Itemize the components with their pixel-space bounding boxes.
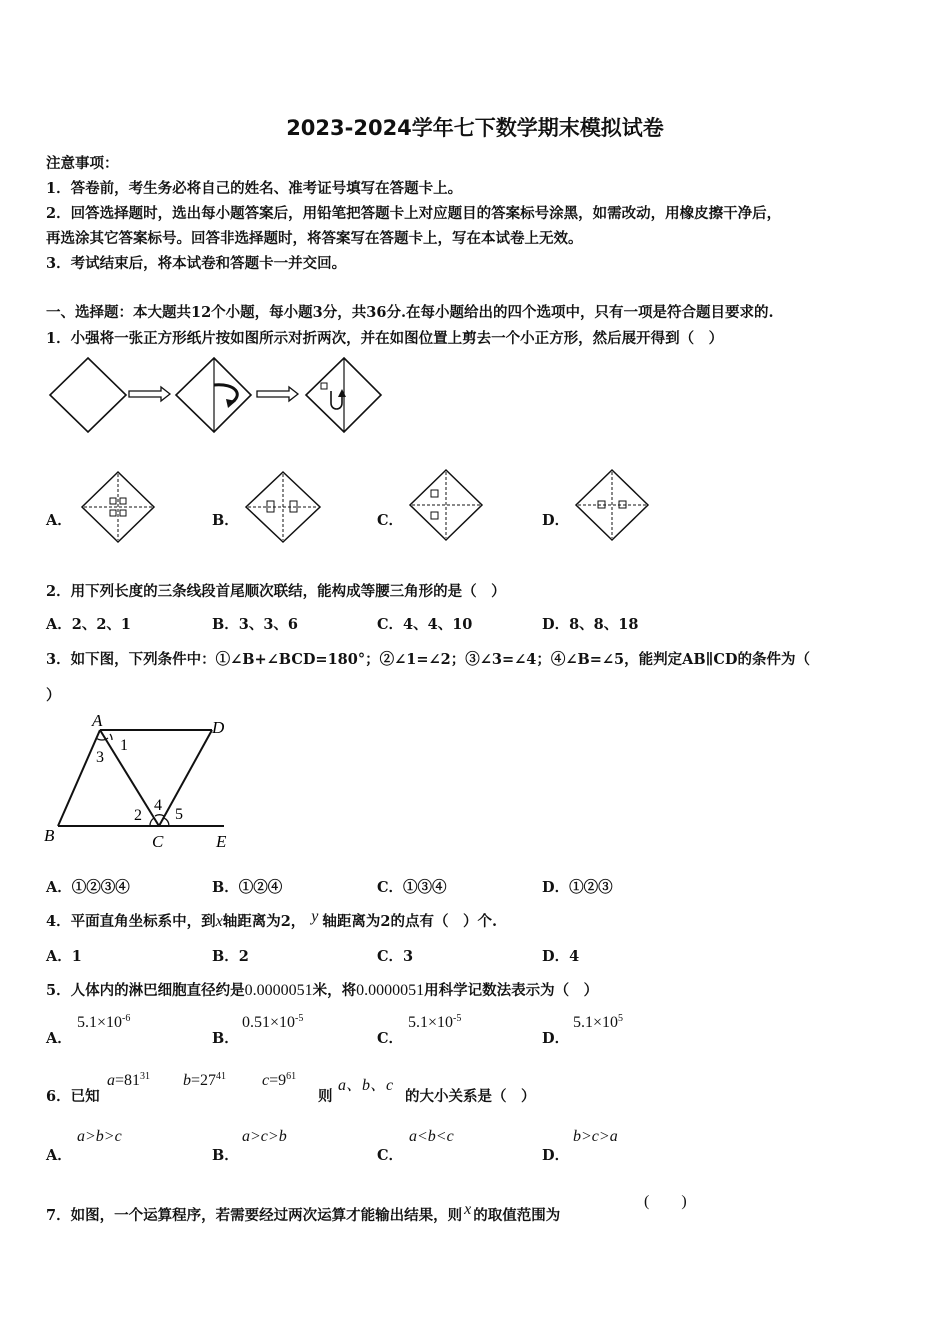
q5-option-b-label[interactable]: B． bbox=[212, 1030, 239, 1047]
label-point-c: C bbox=[152, 832, 164, 851]
label-angle-1: 1 bbox=[120, 737, 128, 754]
q5-option-d-expr[interactable]: $5.1\times 10^5$ bbox=[573, 1013, 624, 1031]
q3-option-c[interactable]: C．①③④ bbox=[377, 879, 447, 896]
label-point-d: D bbox=[212, 718, 225, 737]
q5-option-d-label[interactable]: D． bbox=[542, 1030, 570, 1047]
q1-folding-figure bbox=[46, 355, 386, 435]
q7-answer-paren: ( ) bbox=[644, 1193, 687, 1210]
q3-option-d[interactable]: D．①②③ bbox=[542, 879, 613, 896]
q2-stem: 2．用下列长度的三条线段首尾顺次联结，能构成等腰三角形的是（ ） bbox=[46, 583, 506, 600]
q6-stem-end: 的大小关系是（ ） bbox=[405, 1088, 536, 1105]
q1-option-c-label[interactable]: C． bbox=[377, 512, 404, 529]
q6-option-b-label[interactable]: B． bbox=[212, 1147, 239, 1164]
q6-then: 则 bbox=[318, 1088, 333, 1105]
q5-option-c-expr[interactable]: $5.1\times 10^{-5}$ bbox=[408, 1013, 462, 1031]
q1-stem: 1．小强将一张正方形纸片按如图所示对折两次，并在如图位置上剪去一个小正方形，然后展开得到（ ） bbox=[46, 330, 724, 347]
q5-option-a-label[interactable]: A． bbox=[46, 1030, 72, 1047]
q5-option-b-expr[interactable]: $0.51\times 10^{-5}$ bbox=[242, 1013, 304, 1031]
q1-option-d-figure[interactable] bbox=[574, 468, 650, 542]
q7-stem: 7．如图，一个运算程序，若需要经过两次运算才能输出结果，则 x 的取值范围为 bbox=[46, 1201, 561, 1224]
q5-stem: 5．人体内的淋巴细胞直径约是0.0000051米，将0.0000051用科学记数法表示为（ ） bbox=[46, 982, 599, 999]
q6-vars: a、b、c bbox=[338, 1077, 394, 1094]
label-angle-5: 5 bbox=[175, 806, 183, 823]
q5-option-c-label[interactable]: C． bbox=[377, 1030, 404, 1047]
label-point-a: A bbox=[92, 711, 103, 730]
label-point-b: B bbox=[44, 826, 55, 845]
label-point-e: E bbox=[216, 832, 227, 851]
page-title: 2023-2024学年七下数学期末模拟试卷 bbox=[286, 116, 664, 140]
fold-curl-arrow bbox=[214, 385, 237, 403]
q3-geometry-figure bbox=[40, 708, 240, 856]
notice-item-2b: 再选涂其它答案标号。回答非选择题时，将答案写在答题卡上，写在本试卷上无效。 bbox=[46, 230, 583, 247]
q6-option-a-label[interactable]: A． bbox=[46, 1147, 72, 1164]
section-heading: 一、选择题：本大题共12个小题，每小题3分，共36分.在每小题给出的四个选项中，只有一项是符合题目要求的. bbox=[46, 304, 774, 321]
fold-arrow-1 bbox=[129, 387, 170, 401]
q1-option-a-label[interactable]: A． bbox=[46, 512, 72, 529]
q6-a-def: $a=81^{31}$ bbox=[107, 1071, 151, 1089]
q1-option-a-figure[interactable] bbox=[80, 470, 156, 544]
q2-option-d[interactable]: D．8、8、18 bbox=[542, 616, 639, 633]
q6-option-c-expr[interactable]: a<b<c bbox=[409, 1128, 454, 1145]
q2-option-c[interactable]: C．4、4、10 bbox=[377, 616, 473, 633]
notice-heading: 注意事项： bbox=[46, 155, 119, 172]
q2-option-a[interactable]: A．2、2、1 bbox=[46, 616, 132, 633]
fold-arrow-2 bbox=[257, 387, 298, 401]
q4-stem: 4．平面直角坐标系中，到x轴距离为2， y 轴距离为2的点有（ ）个. bbox=[46, 908, 498, 930]
q4-option-d[interactable]: D．4 bbox=[542, 948, 580, 965]
q3-option-b[interactable]: B．①②④ bbox=[212, 879, 283, 896]
notice-item-1: 1．答卷前，考生务必将自己的姓名、准考证号填写在答题卡上。 bbox=[46, 180, 463, 197]
q3-option-a[interactable]: A．①②③④ bbox=[46, 879, 130, 896]
q3-stem: 3．如下图，下列条件中：①∠B+∠BCD=180°；②∠1=∠2；③∠3=∠4；④∠B=∠5，能判定AB∥CD的条件为（ bbox=[46, 651, 810, 668]
q6-option-d-label[interactable]: D． bbox=[542, 1147, 570, 1164]
q3-stem-end: ） bbox=[46, 687, 61, 704]
label-angle-2: 2 bbox=[134, 807, 142, 824]
notice-item-3: 3．考试结束后，将本试卷和答题卡一并交回。 bbox=[46, 255, 347, 272]
q1-option-d-label[interactable]: D． bbox=[542, 512, 570, 529]
q6-option-c-label[interactable]: C． bbox=[377, 1147, 404, 1164]
q6-option-b-expr[interactable]: a>c>b bbox=[242, 1128, 287, 1145]
q4-option-b[interactable]: B．2 bbox=[212, 948, 249, 965]
q4-option-c[interactable]: C．3 bbox=[377, 948, 414, 965]
q6-option-d-expr[interactable]: b>c>a bbox=[573, 1128, 618, 1145]
q5-option-a-expr[interactable]: $5.1\times 10^{-6}$ bbox=[77, 1013, 131, 1031]
q6-c-def: $c=9^{61}$ bbox=[262, 1071, 297, 1089]
label-angle-4: 4 bbox=[154, 797, 162, 814]
fold-square-1 bbox=[50, 358, 126, 432]
q2-option-b[interactable]: B．3、3、6 bbox=[212, 616, 299, 633]
notice-item-2a: 2．回答选择题时，选出每小题答案后，用铅笔把答题卡上对应题目的答案标号涂黑，如需改动，用橡皮擦干净后， bbox=[46, 205, 782, 222]
q1-option-c-figure[interactable] bbox=[408, 468, 484, 542]
q6-stem-start: 6．已知 bbox=[46, 1088, 100, 1105]
q1-option-b-label[interactable]: B． bbox=[212, 512, 239, 529]
q6-b-def: $b=27^{41}$ bbox=[183, 1071, 227, 1089]
q1-option-b-figure[interactable] bbox=[244, 470, 322, 544]
q6-option-a-expr[interactable]: a>b>c bbox=[77, 1128, 122, 1145]
q4-option-a[interactable]: A．1 bbox=[46, 948, 82, 965]
label-angle-3: 3 bbox=[96, 749, 104, 766]
